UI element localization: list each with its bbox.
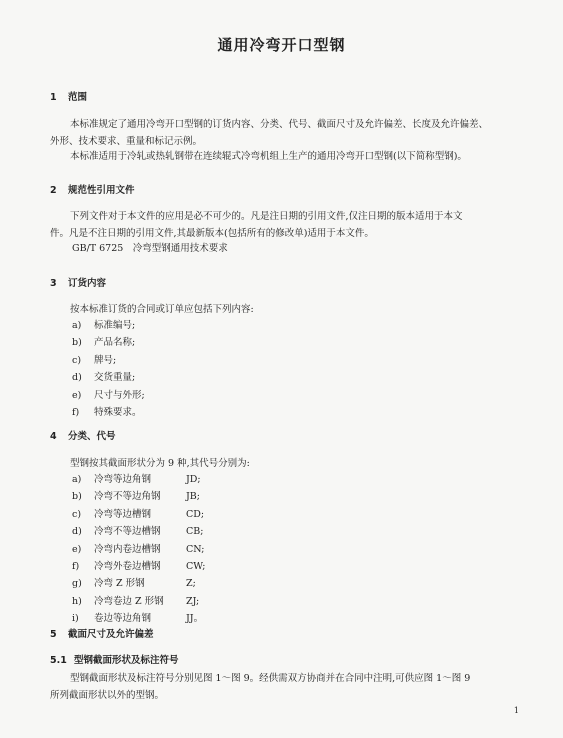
section-1-para1-line2: 外形、技术要求、重量和标记示例。 bbox=[50, 136, 203, 147]
section-4-number: 4 bbox=[50, 431, 57, 442]
section-4-heading bbox=[50, 428, 116, 442]
section-2-number: 2 bbox=[50, 185, 57, 196]
subsection-5-1-title: 型钢截面形状及标注符号 bbox=[74, 655, 179, 666]
list-item: a) 冷弯等边角钢 JD; bbox=[72, 474, 201, 485]
list-item: c) 冷弯等边槽钢 CD; bbox=[72, 508, 205, 520]
list-item: g) 冷弯 Z 形钢 Z; bbox=[72, 578, 196, 590]
subsection-5-1-number: 5.1 bbox=[50, 655, 67, 666]
document-title: 通用冷弯开口型钢 bbox=[217, 36, 346, 54]
subsection-5-1-heading bbox=[50, 652, 179, 666]
list-item: f) 冷弯外卷边槽钢 CW; bbox=[72, 561, 206, 573]
section-4-intro: 型钢按其截面形状分为 9 种,其代号分别为: bbox=[70, 458, 250, 469]
section-1-heading bbox=[50, 89, 87, 103]
list-item: e) 冷弯内卷边槽钢 CN; bbox=[72, 543, 205, 555]
section-3-number: 3 bbox=[50, 278, 57, 289]
section-3-title: 订货内容 bbox=[68, 278, 107, 289]
section-5-heading bbox=[50, 626, 154, 640]
section-1-para1-line1: 本标准规定了通用冷弯开口型钢的订货内容、分类、代号、截面尺寸及允许偏差、长度及允许偏差、 bbox=[70, 119, 489, 130]
list-item: a) 标准编号; bbox=[72, 320, 136, 331]
section-3-intro: 按本标准订货的合同或订单应包括下列内容: bbox=[70, 304, 254, 315]
list-item: c) 牌号; bbox=[72, 354, 117, 366]
list-item: i) 卷边等边角钢 JJ。 bbox=[72, 613, 204, 625]
list-item: e) 尺寸与外形; bbox=[72, 389, 145, 401]
section-1-para2: 本标准适用于冷轧或热轧钢带在连续辊式冷弯机组上生产的通用冷弯开口型钢(以下简称型钢)。 bbox=[70, 151, 467, 162]
section-3-heading bbox=[50, 275, 106, 289]
list-item: d) 冷弯不等边槽钢 CB; bbox=[72, 526, 204, 538]
section-5-para-line2: 所列截面形状以外的型钢。 bbox=[50, 690, 165, 701]
list-item: f) 特殊要求。 bbox=[72, 407, 142, 419]
order-content-list bbox=[72, 317, 145, 421]
section-2-title: 规范性引用文件 bbox=[68, 185, 135, 196]
section-2-para-line1: 下列文件对于本文件的应用是必不可少的。凡是注日期的引用文件,仅注日期的版本适用于本文 bbox=[70, 211, 463, 222]
list-item: d) 交货重量; bbox=[72, 372, 136, 384]
section-5-title: 截面尺寸及允许偏差 bbox=[68, 629, 154, 640]
section-2-heading bbox=[50, 182, 135, 196]
section-2-para-line2: 件。凡是不注日期的引用文件,其最新版本(包括所有的修改单)适用于本文件。 bbox=[50, 228, 374, 239]
section-type-list bbox=[72, 471, 205, 628]
section-5-number: 5 bbox=[50, 629, 57, 640]
page-number: 1 bbox=[513, 706, 519, 715]
list-item: h) 冷弯卷边 Z 形钢 ZJ; bbox=[72, 595, 200, 607]
list-item: b) 冷弯不等边角钢 JB; bbox=[72, 491, 200, 503]
section-4-title: 分类、代号 bbox=[68, 431, 116, 442]
section-1-number: 1 bbox=[50, 92, 57, 103]
section-5-para-line1: 型钢截面形状及标注符号分别见图 1～图 9。经供需双方协商并在合同中注明,可供应图 1～图 9 bbox=[70, 673, 471, 684]
section-2-reference: GB/T 6725 冷弯型钢通用技术要求 bbox=[72, 243, 228, 254]
section-1-title: 范围 bbox=[68, 92, 88, 103]
list-item: b) 产品名称; bbox=[72, 337, 136, 349]
